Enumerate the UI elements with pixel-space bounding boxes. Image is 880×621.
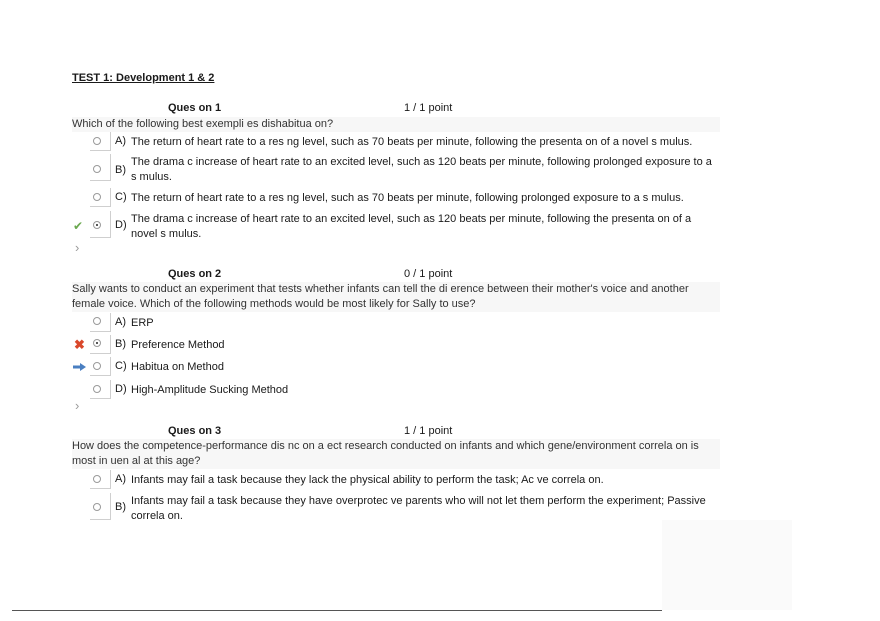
chevron-right-icon[interactable]: › [75,240,80,255]
question-3-text: How does the competence-performance dis nc on a ect research conducted on infants and which gene/environment correla on is most in uen al at this age? [72,439,720,469]
chevron-right-icon[interactable]: › [75,398,80,413]
option-letter: B) [115,338,126,350]
option-letter: B) [115,501,126,513]
question-3-label: Ques on 3 [168,425,222,437]
option-letter: D) [115,219,127,231]
option-letter: A) [115,473,126,485]
faded-corner-region [662,520,792,610]
correct-answer-arrow-icon [73,363,86,371]
question-1-points: 1 / 1 point [404,102,453,114]
option-text: Infants may fail a task because they lack the physical ability to perform the task; Ac ve correla on. [131,474,604,486]
question-3-points: 1 / 1 point [404,425,453,437]
question-1-text: Which of the following best exempli es dishabitua on? [72,117,720,132]
option-letter: B) [115,164,126,176]
option-text: Habitua on Method [131,361,224,373]
option-text: The return of heart rate to a res ng level, such as 70 beats per minute, following the presenta on of a novel s mulus. [131,136,693,148]
option-letter: C) [115,191,127,203]
footer-divider [12,610,662,611]
question-2-label: Ques on 2 [168,268,222,280]
radio-button[interactable] [93,362,101,370]
option-letter: D) [115,383,127,395]
option-text: Infants may fail a task because they have overprotec ve parents who will not let them perform the experiment; Passive correla on. [131,495,706,522]
option-letter: A) [115,135,126,147]
radio-button[interactable] [93,503,101,511]
option-text: ERP [131,317,154,329]
page-title: TEST 1: Development 1 & 2 [72,72,215,84]
radio-button[interactable] [93,193,101,201]
radio-button-selected[interactable] [93,221,101,229]
option-letter: C) [115,360,127,372]
option-text: The drama c increase of heart rate to an excited level, such as 120 beats per minute, following the presenta on of a novel s mulus. [131,213,692,240]
question-2-points: 0 / 1 point [404,268,453,280]
question-1-label: Ques on 1 [168,102,222,114]
incorrect-x-icon: ✖ [74,337,85,352]
radio-button[interactable] [93,385,101,393]
option-text: High-Amplitude Sucking Method [131,384,289,396]
radio-button[interactable] [93,317,101,325]
radio-button[interactable] [93,165,101,173]
option-letter: A) [115,316,126,328]
option-text: Preference Method [131,339,225,351]
radio-button-selected[interactable] [93,339,101,347]
radio-button[interactable] [93,475,101,483]
question-2-text: Sally wants to conduct an experiment that tests whether infants can tell the di erence between their mother's voice and another female voice. Which of the following methods would be most likely for Sally to use? [72,282,720,312]
correct-check-icon: ✔ [73,219,84,233]
radio-button[interactable] [93,137,101,145]
option-text: The drama c increase of heart rate to an excited level, such as 120 beats per minute, following prolonged exposure to a s mulus. [131,156,712,183]
option-text: The return of heart rate to a res ng level, such as 70 beats per minute, following prolonged exposure to a s mulus. [131,192,684,204]
